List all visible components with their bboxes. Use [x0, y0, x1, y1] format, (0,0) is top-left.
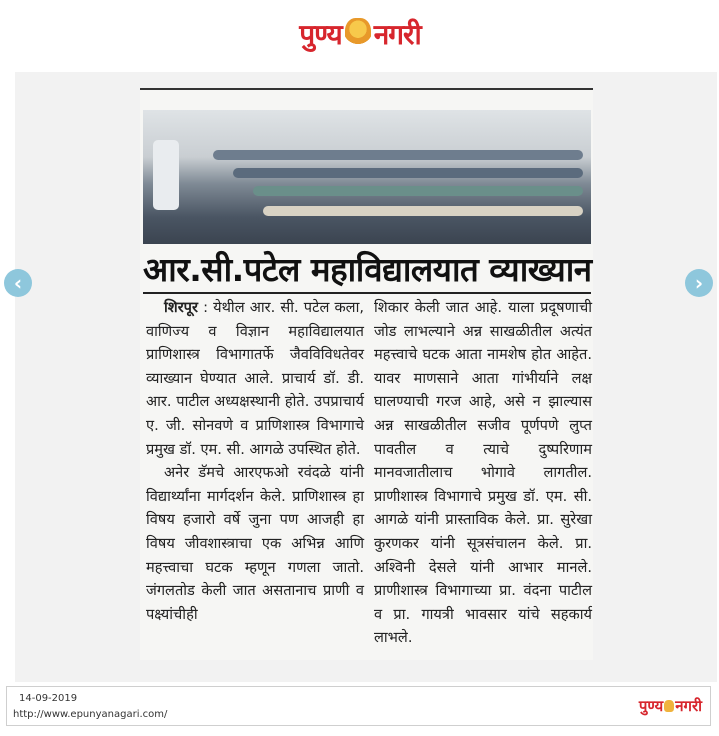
- article-column-right: [374, 296, 592, 650]
- article-column-left: [146, 296, 364, 626]
- paragraph-text: : येथील आर. सी. पटेल कला, वाणिज्य व विज्ञान महाविद्यालयात प्राणिशास्त्र विभागातर्फे जैवविविधतेवर व्याख्यान घेण्यात आले. प्राचार्य डॉ. डी. आर. पाटील अध्यक्षस्थानी होते. उपप्राचार्य ए. जी. सोनवणे व प्राणिशास्त्र विभागाचे प्रमुख डॉ. एम. सी. आगळे उपस्थित होते.: [146, 299, 364, 458]
- dateline: शिरपूर: [164, 299, 198, 316]
- source-url[interactable]: http://www.epunyanagari.com/: [13, 709, 168, 720]
- footer-brand-left: पुण्य: [638, 697, 664, 715]
- chevron-right-icon[interactable]: ›: [685, 269, 713, 297]
- masthead-bar: [0, 0, 719, 72]
- article-paragraph: अनेर डॅमचे आरएफओ रवंदळे यांनी विद्यार्थ्यांना मार्गदर्शन केले. प्राणिशास्त्र हा विषय हजारो वर्षे जुना पण आजही हा विषय जीवशास्त्राचा एक अभिन्न आणि महत्त्वाचा घटक म्हणून गणला जातो. जंगलतोड केली जात असतानाच प्राणी व पक्ष्यांचीही: [146, 464, 364, 623]
- footer-brand-right: नगरी: [675, 697, 702, 715]
- brand-name-right: नगरी: [373, 18, 421, 51]
- article-headline: आर.सी.पटेल महाविद्यालयात व्याख्यान: [143, 250, 592, 289]
- mascot-logo-icon: [345, 18, 371, 50]
- brand-logo[interactable]: [270, 14, 450, 54]
- chevron-left-icon[interactable]: ‹: [4, 269, 32, 297]
- article-paragraph: शिकार केली जात आहे. याला प्रदूषणाची जोड लाभल्याने अन्न साखळीतील अत्यंत महत्त्वाचे घटक आता नामशेष होत आहेत. यावर माणसाने आता गांभीर्याने लक्ष घालण्याची गरज आहे, असे न झाल्यास अन्न साखळीतील सजीव पूर्णपणे लुप्त पावतील व त्याचे दुष्परिणाम मानवजातीलाच भोगावे लागतील. प्राणीशास्त्र विभागाचे प्रमुख डॉ. एम. सी. आगळे यांनी प्रास्ताविक केले. प्रा. सुरेखा कुरणकर यांनी सूत्रसंचालन केले. प्रा. अश्विनी देसले यांनी आभार मानले. प्राणीशास्त्र विभागाच्या प्रा. वंदना पाटील व प्रा. गायत्री भावसार यांचे सहकार्य लाभले.: [374, 299, 592, 647]
- publish-date: 14-09-2019: [19, 693, 78, 704]
- article-photo: [143, 110, 591, 244]
- footer-brand-logo: [639, 696, 702, 716]
- headline-divider: [143, 292, 591, 294]
- clipping-footer: [6, 686, 711, 726]
- brand-name-left: पुण्य: [299, 18, 342, 51]
- article-paragraph: [146, 296, 364, 461]
- mascot-logo-icon: [664, 700, 674, 712]
